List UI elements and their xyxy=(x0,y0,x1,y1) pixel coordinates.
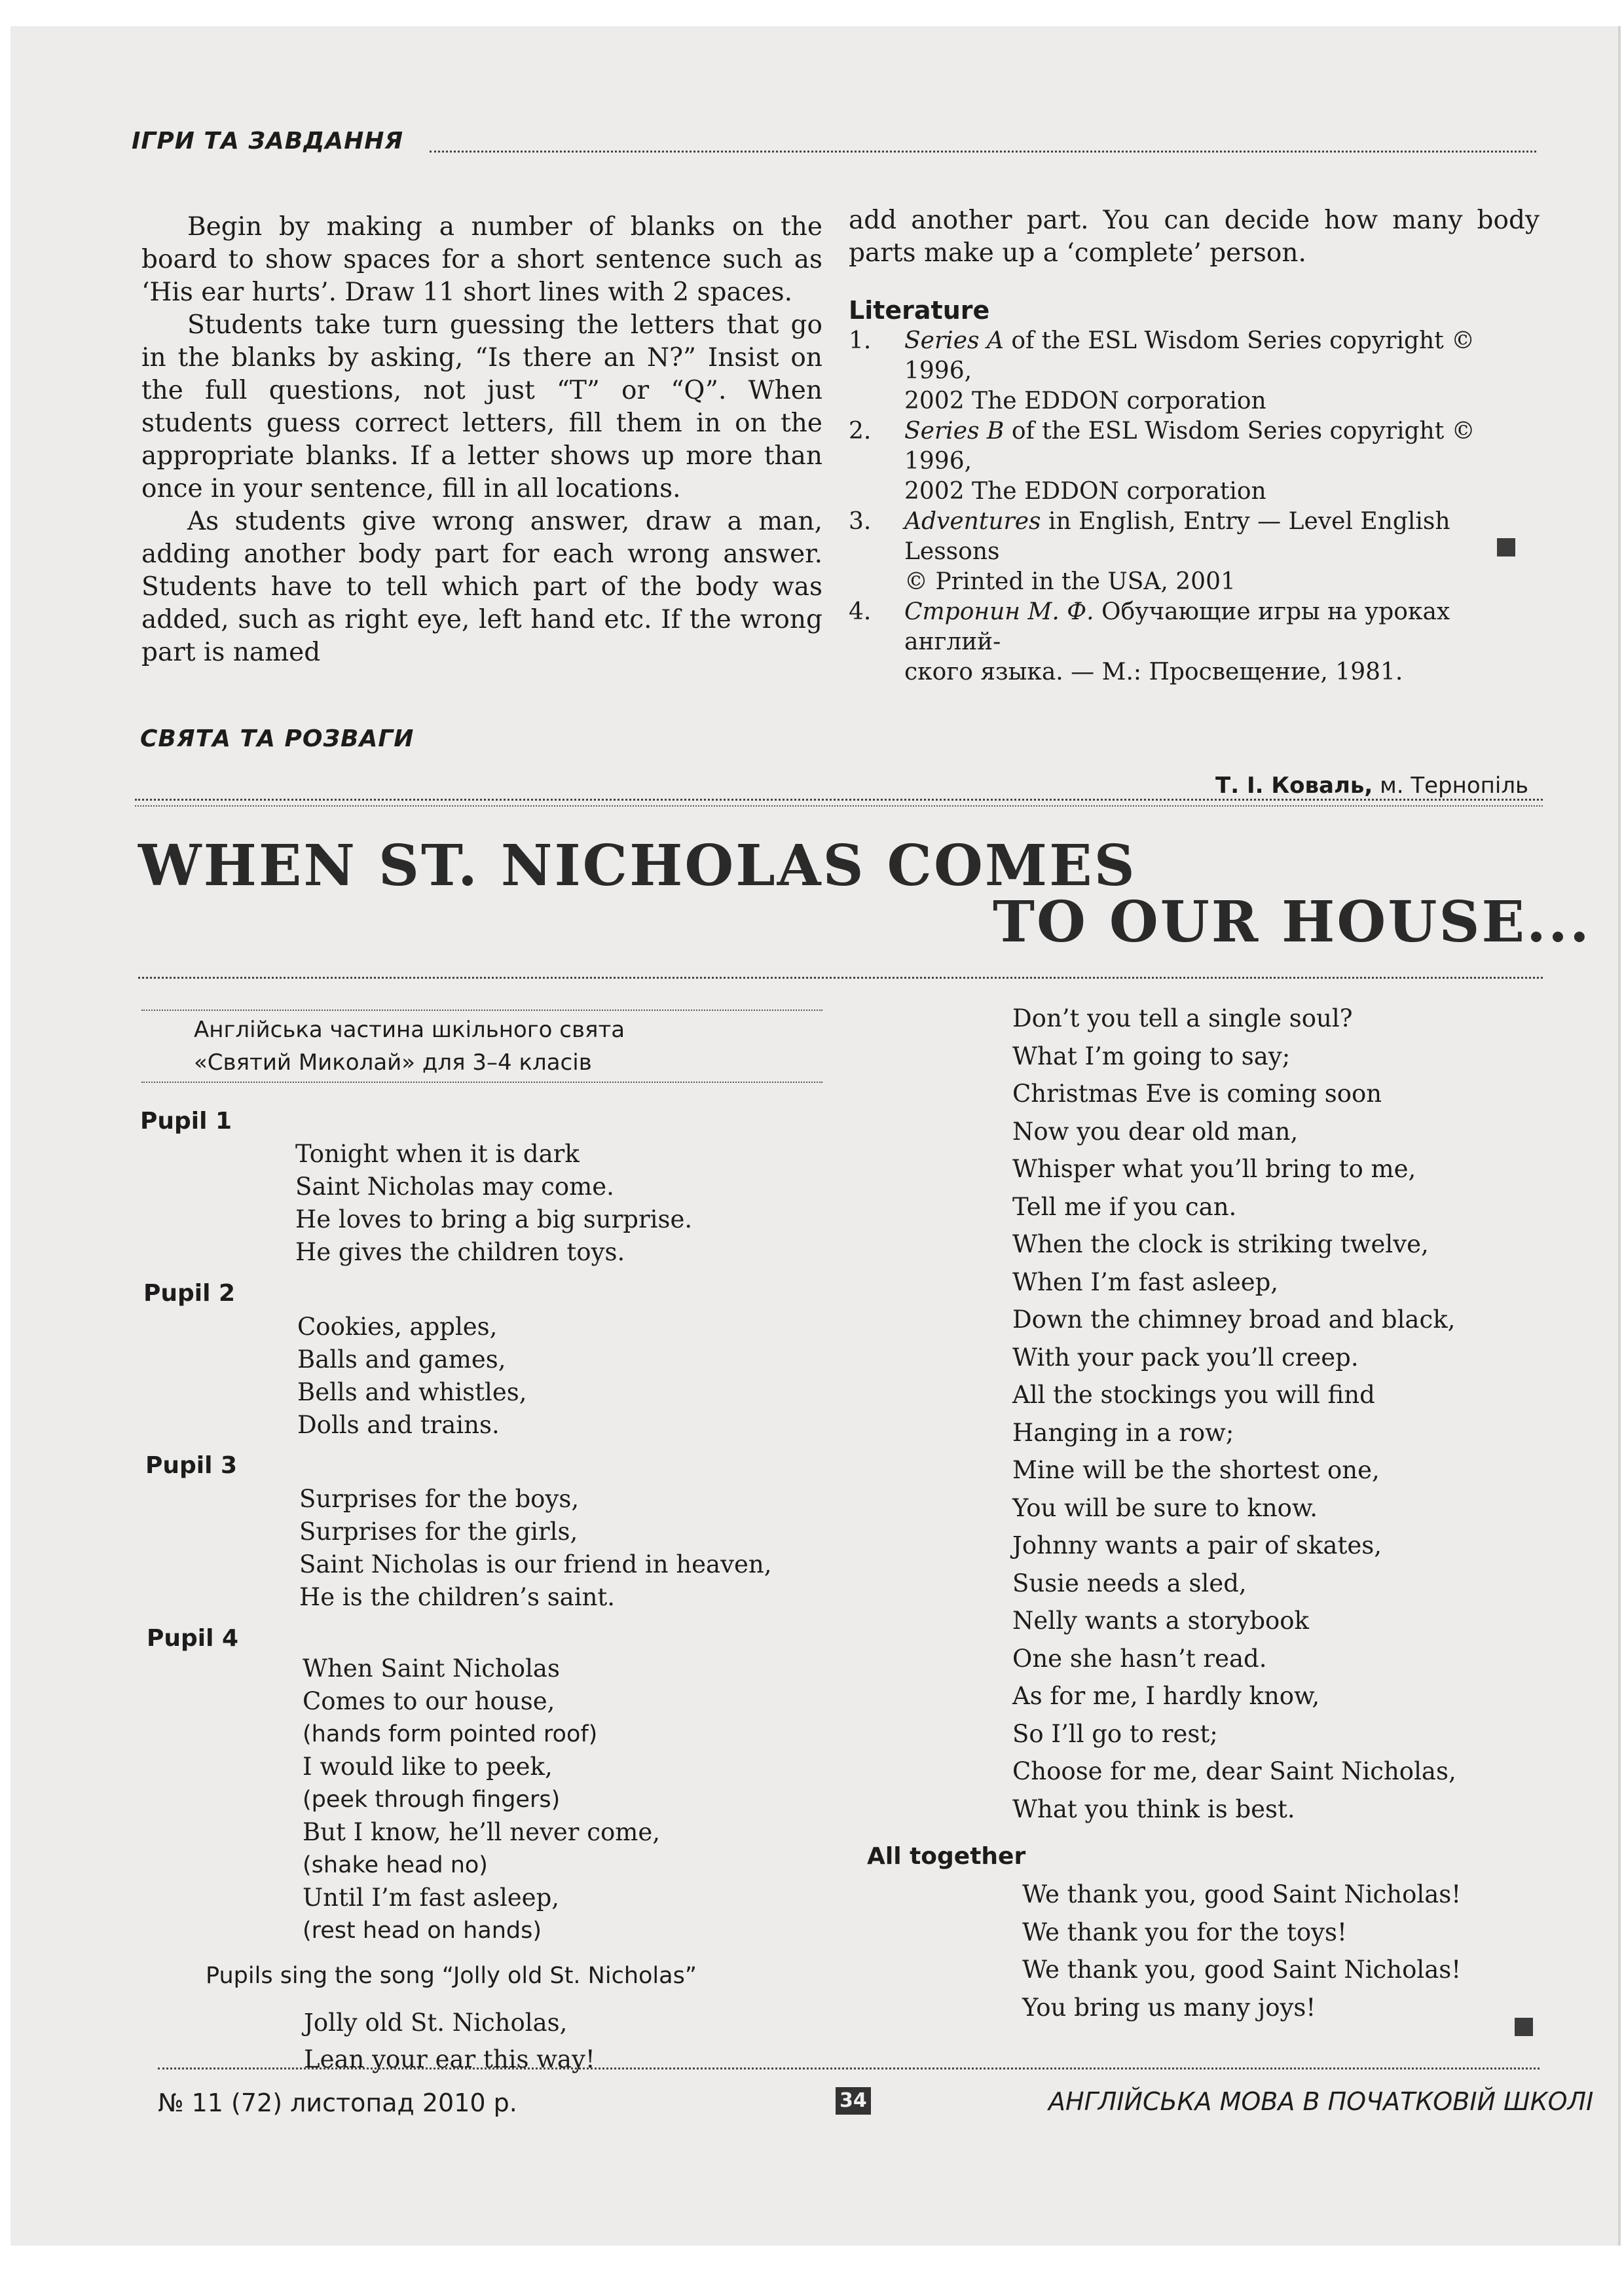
section-header-2: СВЯТА ТА РОЗВАГИ xyxy=(140,725,415,752)
verse-line: He gives the children toys. xyxy=(295,1238,625,1266)
verse-line: Saint Nicholas is our friend in heaven, xyxy=(299,1550,772,1578)
verse-line: Dolls and trains. xyxy=(297,1411,500,1439)
article-subtitle xyxy=(194,1013,625,1079)
article-title-line-1: WHEN ST. NICHOLAS COMES xyxy=(138,833,1137,899)
literature-item xyxy=(849,507,1540,597)
left-intro-column xyxy=(141,211,822,669)
literature-item-number: 4. xyxy=(849,598,872,625)
verse-line: Surprises for the boys, xyxy=(299,1485,580,1513)
literature-item-line: Series B of the ESL Wisdom Series copyright © 1996, xyxy=(904,418,1475,475)
verse-line: When Saint Nicholas xyxy=(303,1654,560,1683)
header-rule xyxy=(430,151,1536,153)
title-rule xyxy=(138,977,1543,979)
end-square-2 xyxy=(1515,2018,1533,2036)
poem-line: Nelly wants a storybook xyxy=(1012,1607,1309,1635)
stage-direction: (rest head on hands) xyxy=(303,1918,542,1944)
pupil-2-verse xyxy=(297,1311,527,1442)
literature-item-number: 2. xyxy=(849,418,872,445)
literature-item xyxy=(849,416,1540,507)
poem-line: What I’m going to say; xyxy=(1012,1042,1291,1070)
verse-line: I would like to peek, xyxy=(303,1753,553,1781)
stage-direction: (peek through fingers) xyxy=(303,1787,561,1813)
verse-line: Balls and games, xyxy=(297,1345,506,1374)
literature-item-line: © Printed in the USA, 2001 xyxy=(904,568,1236,595)
verse-line: Bells and whistles, xyxy=(297,1378,527,1406)
stage-direction: (hands form pointed roof) xyxy=(303,1721,598,1747)
subtitle-line-2: «Святий Миколай» для 3–4 класів xyxy=(194,1049,592,1076)
poem-line: One she hasn’t read. xyxy=(1012,1644,1267,1673)
literature-item xyxy=(849,597,1540,687)
pupil-4-verse xyxy=(303,1652,660,1947)
verse-line: Cookies, apples, xyxy=(297,1313,498,1341)
poem-line: Johnny wants a pair of skates, xyxy=(1012,1531,1382,1559)
intro-paragraph-1: Begin by making a number of blanks on the board to show spaces for a short sentence such as ‘His ear hurts’. Draw 11 short lines with 2 spaces. xyxy=(141,212,822,307)
literature-item-line: ского языка. — М.: Просвещение, 1981. xyxy=(904,659,1403,685)
verse-line: You bring us many joys! xyxy=(1022,1993,1316,2022)
literature-item-line: Series A of the ESL Wisdom Series copyright © 1996, xyxy=(904,327,1475,384)
poem-line: Down the chimney broad and black, xyxy=(1012,1305,1456,1334)
section-header: ІГРИ ТА ЗАВДАННЯ xyxy=(132,128,404,155)
literature-item-line: Стронин М. Ф. Обучающие игры на уроках англий- xyxy=(904,598,1450,655)
song-intro: Pupils sing the song “Jolly old St. Nicholas” xyxy=(206,1963,697,1989)
pupil-3-verse xyxy=(299,1483,772,1614)
poem-line: Choose for me, dear Saint Nicholas, xyxy=(1012,1757,1456,1785)
pupil-1-label: Pupil 1 xyxy=(140,1108,232,1135)
author-name: Т. І. Коваль, xyxy=(1215,773,1373,799)
author-credit xyxy=(1215,773,1528,799)
literature-item-number: 1. xyxy=(849,327,872,354)
verse-line: He loves to bring a big surprise. xyxy=(295,1205,693,1233)
footer-issue: № 11 (72) листопад 2010 р. xyxy=(158,2088,517,2117)
poem-line: You will be sure to know. xyxy=(1012,1493,1318,1522)
footer-rule xyxy=(158,2068,1540,2069)
poem-line: Tell me if you can. xyxy=(1012,1192,1237,1221)
poem-line: What you think is best. xyxy=(1012,1795,1295,1823)
subtitle-rule-top xyxy=(141,1010,822,1011)
poem-line: Christmas Eve is coming soon xyxy=(1012,1080,1382,1108)
literature-item-number: 3. xyxy=(849,508,872,535)
section2-rule-2 xyxy=(135,805,1543,807)
intro-paragraph-3: As students give wrong answer, draw a man, adding another body part for each wrong answer. Students have to tell which part of the body was added, such as right eye, left hand etc. If the wrong part is named xyxy=(141,507,822,667)
verse-line: Saint Nicholas may come. xyxy=(295,1173,614,1201)
magazine-page xyxy=(10,26,1618,2246)
song-line: Jolly old St. Nicholas, xyxy=(304,2009,568,2037)
continuation-text: add another part. You can decide how many body parts make up a ‘complete’ person. xyxy=(849,206,1540,268)
pupil-2-label: Pupil 2 xyxy=(143,1280,236,1307)
poem-line: All the stockings you will find xyxy=(1012,1381,1375,1409)
all-together-label: All together xyxy=(867,1843,1026,1870)
section2-rule xyxy=(135,799,1543,801)
literature-title: Literature xyxy=(849,296,990,325)
poem-line: When the clock is striking twelve, xyxy=(1012,1230,1429,1258)
literature-item-line: Adventures in English, Entry — Level English Lessons xyxy=(904,508,1450,565)
pupil-1-verse xyxy=(295,1138,692,1269)
literature-list xyxy=(849,326,1540,687)
poem-line: With your pack you’ll creep. xyxy=(1012,1343,1359,1372)
verse-line: We thank you for the toys! xyxy=(1022,1918,1347,1946)
stage-direction: (shake head no) xyxy=(303,1852,488,1878)
all-together-verse xyxy=(1022,1876,1461,2026)
pupil-4-label: Pupil 4 xyxy=(147,1625,239,1652)
verse-line: He is the children’s saint. xyxy=(299,1583,616,1611)
verse-line: Comes to our house, xyxy=(303,1687,555,1715)
literature-item xyxy=(849,326,1540,416)
poem-right-column xyxy=(1012,1000,1456,1828)
literature-item-line: 2002 The EDDON corporation xyxy=(904,478,1266,505)
article-title-line-2: TO OUR HOUSE... xyxy=(993,889,1591,955)
poem-line: Hanging in a row; xyxy=(1012,1418,1234,1447)
poem-line: Susie needs a sled, xyxy=(1012,1569,1247,1597)
poem-line: Whisper what you’ll bring to me, xyxy=(1012,1155,1416,1183)
subtitle-rule-bottom xyxy=(141,1082,822,1083)
poem-line: When I’m fast asleep, xyxy=(1012,1267,1279,1296)
song-line: Lean your ear this way! xyxy=(304,2045,595,2073)
verse-line: We thank you, good Saint Nicholas! xyxy=(1022,1956,1462,1984)
poem-line: Don’t you tell a single soul? xyxy=(1012,1004,1353,1032)
verse-line: We thank you, good Saint Nicholas! xyxy=(1022,1880,1462,1908)
pupil-3-label: Pupil 3 xyxy=(145,1452,238,1479)
poem-line: So I’ll go to rest; xyxy=(1012,1719,1218,1748)
right-intro-column xyxy=(849,204,1540,687)
poem-line: Now you dear old man, xyxy=(1012,1117,1299,1146)
verse-line: Surprises for the girls, xyxy=(299,1518,578,1546)
poem-line: Mine will be the shortest one, xyxy=(1012,1456,1380,1484)
author-city: м. Тернопіль xyxy=(1373,773,1529,799)
literature-item-line: 2002 The EDDON corporation xyxy=(904,388,1266,414)
intro-paragraph-2: Students take turn guessing the letters that go in the blanks by asking, “Is there an N?” Insist on the full questions, not just “T” or “Q”. When students guess correct letters, fill them in on the appropriate blanks. If a letter shows up more than once in your sentence, fill in all locations. xyxy=(141,310,822,503)
poem-line: As for me, I hardly know, xyxy=(1012,1682,1320,1710)
verse-line: Tonight when it is dark xyxy=(295,1140,580,1168)
verse-line: But I know, he’ll never come, xyxy=(303,1818,660,1846)
footer-journal: АНГЛІЙСЬКА МОВА В ПОЧАТКОВІЙ ШКОЛІ xyxy=(1048,2087,1594,2116)
subtitle-line-1: Англійська частина шкільного свята xyxy=(194,1017,625,1043)
verse-line: Until I’m fast asleep, xyxy=(303,1884,560,1912)
end-square-1 xyxy=(1497,538,1515,556)
page-number: 34 xyxy=(836,2087,871,2115)
